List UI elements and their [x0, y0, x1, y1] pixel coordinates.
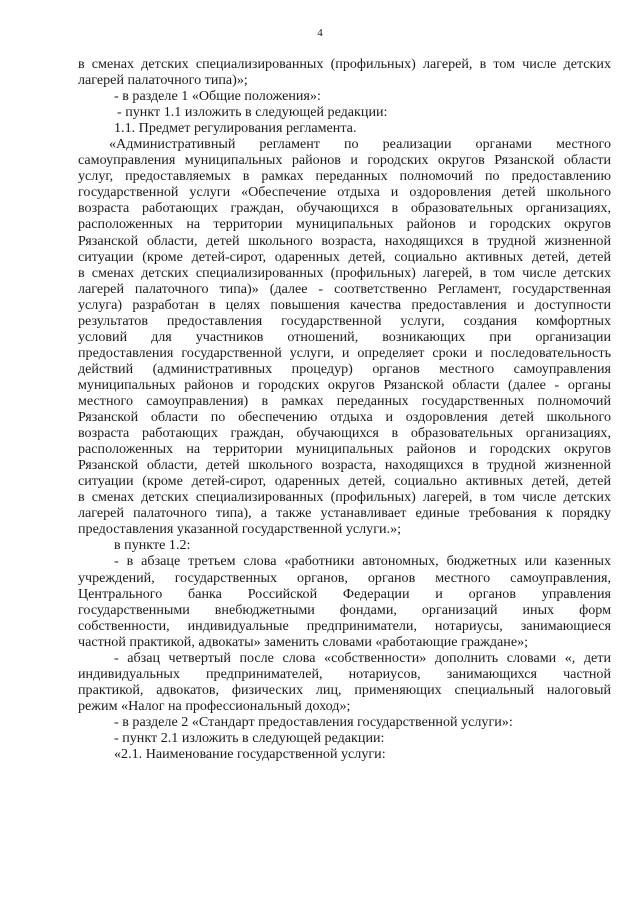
text-line: муниципальных районов и городских округов Рязанской области (далее - органы [78, 376, 611, 393]
text-line: действий (административных процедур) органов местного самоуправления [78, 360, 611, 377]
text-line: предоставления государственной услуги, и определяет сроки и последовательность [78, 344, 611, 361]
text-line: - пункт 1.1 изложить в следующей редакции: [117, 104, 388, 121]
text-line: условий для участников отношений, возникающих при организации [78, 328, 611, 345]
text-line: самоуправления муниципальных районов и городских округов Рязанской области [78, 152, 611, 169]
text-line: в пункте 1.2: [114, 537, 191, 554]
text-line: - пункт 2.1 изложить в следующей редакции: [114, 729, 385, 746]
text-line: лагерей палаточного типа)»; [78, 72, 248, 89]
text-line: лагерей палаточного типа)» (далее - соответственно Регламент, государственная [78, 280, 611, 297]
text-line: в сменах детских специализированных (профильных) лагерей, в том числе детских [78, 264, 611, 281]
text-line: ситуации (кроме детей-сирот, одаренных детей, социально активных детей, детей [78, 248, 611, 265]
text-line: услуг, предоставляемых в рамках переданных полномочий по предоставлению [78, 168, 611, 185]
document-body [78, 56, 611, 762]
text-line: ситуации (кроме детей-сирот, одаренных детей, социально активных детей, детей [78, 473, 611, 490]
text-line: результатов предоставления государственной услуги, создания комфортных [78, 312, 611, 329]
text-line: «Административный регламент по реализации органами местного [109, 136, 611, 153]
text-line: практикой, адвокатов, физических лиц, применяющих специальный налоговый [78, 681, 611, 698]
text-line: расположенных на территории муниципальных районов и городских округов [78, 441, 611, 458]
text-line: возраста работающих граждан, обучающихся в образовательных организациях, [78, 425, 611, 442]
text-line: режим «Налог на профессиональный доход»; [78, 697, 351, 714]
text-line: - в разделе 1 «Общие положения»: [114, 88, 321, 105]
text-line: в сменах детских специализированных (профильных) лагерей, в том числе детских [78, 489, 611, 506]
text-line: - в абзаце третьем слова «работники автономных, бюджетных или казенных [114, 553, 611, 570]
text-line: индивидуальных предпринимателей, нотариусов, занимающихся частной [78, 665, 611, 682]
text-line: местного самоуправления) в рамках переданных государственных полномочий [78, 392, 611, 409]
text-line: - в разделе 2 «Стандарт предоставления государственной услуги»: [114, 713, 513, 730]
text-line: Рязанской области по обеспечению отдыха и оздоровления детей школьного [78, 409, 611, 426]
text-line: предоставления указанной государственной услуги.»; [78, 521, 402, 538]
text-line: - абзац четвертый после слова «собственности» дополнить словами «, дети [114, 649, 611, 666]
text-line: 1.1. Предмет регулирования регламента. [114, 120, 357, 137]
text-line: государственной услуги «Обеспечение отдыха и оздоровления детей школьного [78, 184, 611, 201]
text-line: «2.1. Наименование государственной услуги: [114, 746, 386, 763]
text-line: лагерей палаточного типа), а также устанавливает единые требования к порядку [78, 505, 611, 522]
text-line: услуга) разработан в целях повышения качества предоставления и доступности [78, 296, 611, 313]
text-line: расположенных на территории муниципальных районов и городских округов [78, 216, 611, 233]
text-line: частной практикой, адвокаты» заменить словами «работающие граждане»; [78, 633, 529, 650]
page-number: 4 [317, 27, 323, 39]
text-line: учреждений, государственных органов, органов местного самоуправления, [78, 569, 611, 586]
text-line: в сменах детских специализированных (профильных) лагерей, в том числе детских [78, 56, 611, 72]
text-line: государственными внебюджетными фондами, организаций иных форм [78, 601, 611, 618]
text-line: Рязанской области, детей школьного возраста, находящихся в трудной жизненной [78, 457, 611, 474]
text-line: Центрального банка Российской Федерации и органов управления [78, 585, 611, 602]
text-line: возраста работающих граждан, обучающихся в образовательных организациях, [78, 200, 611, 217]
text-line: Рязанской области, детей школьного возраста, находящихся в трудной жизненной [78, 232, 611, 249]
text-line: собственности, индивидуальные предприниматели, нотариусы, занимающиеся [78, 617, 611, 634]
